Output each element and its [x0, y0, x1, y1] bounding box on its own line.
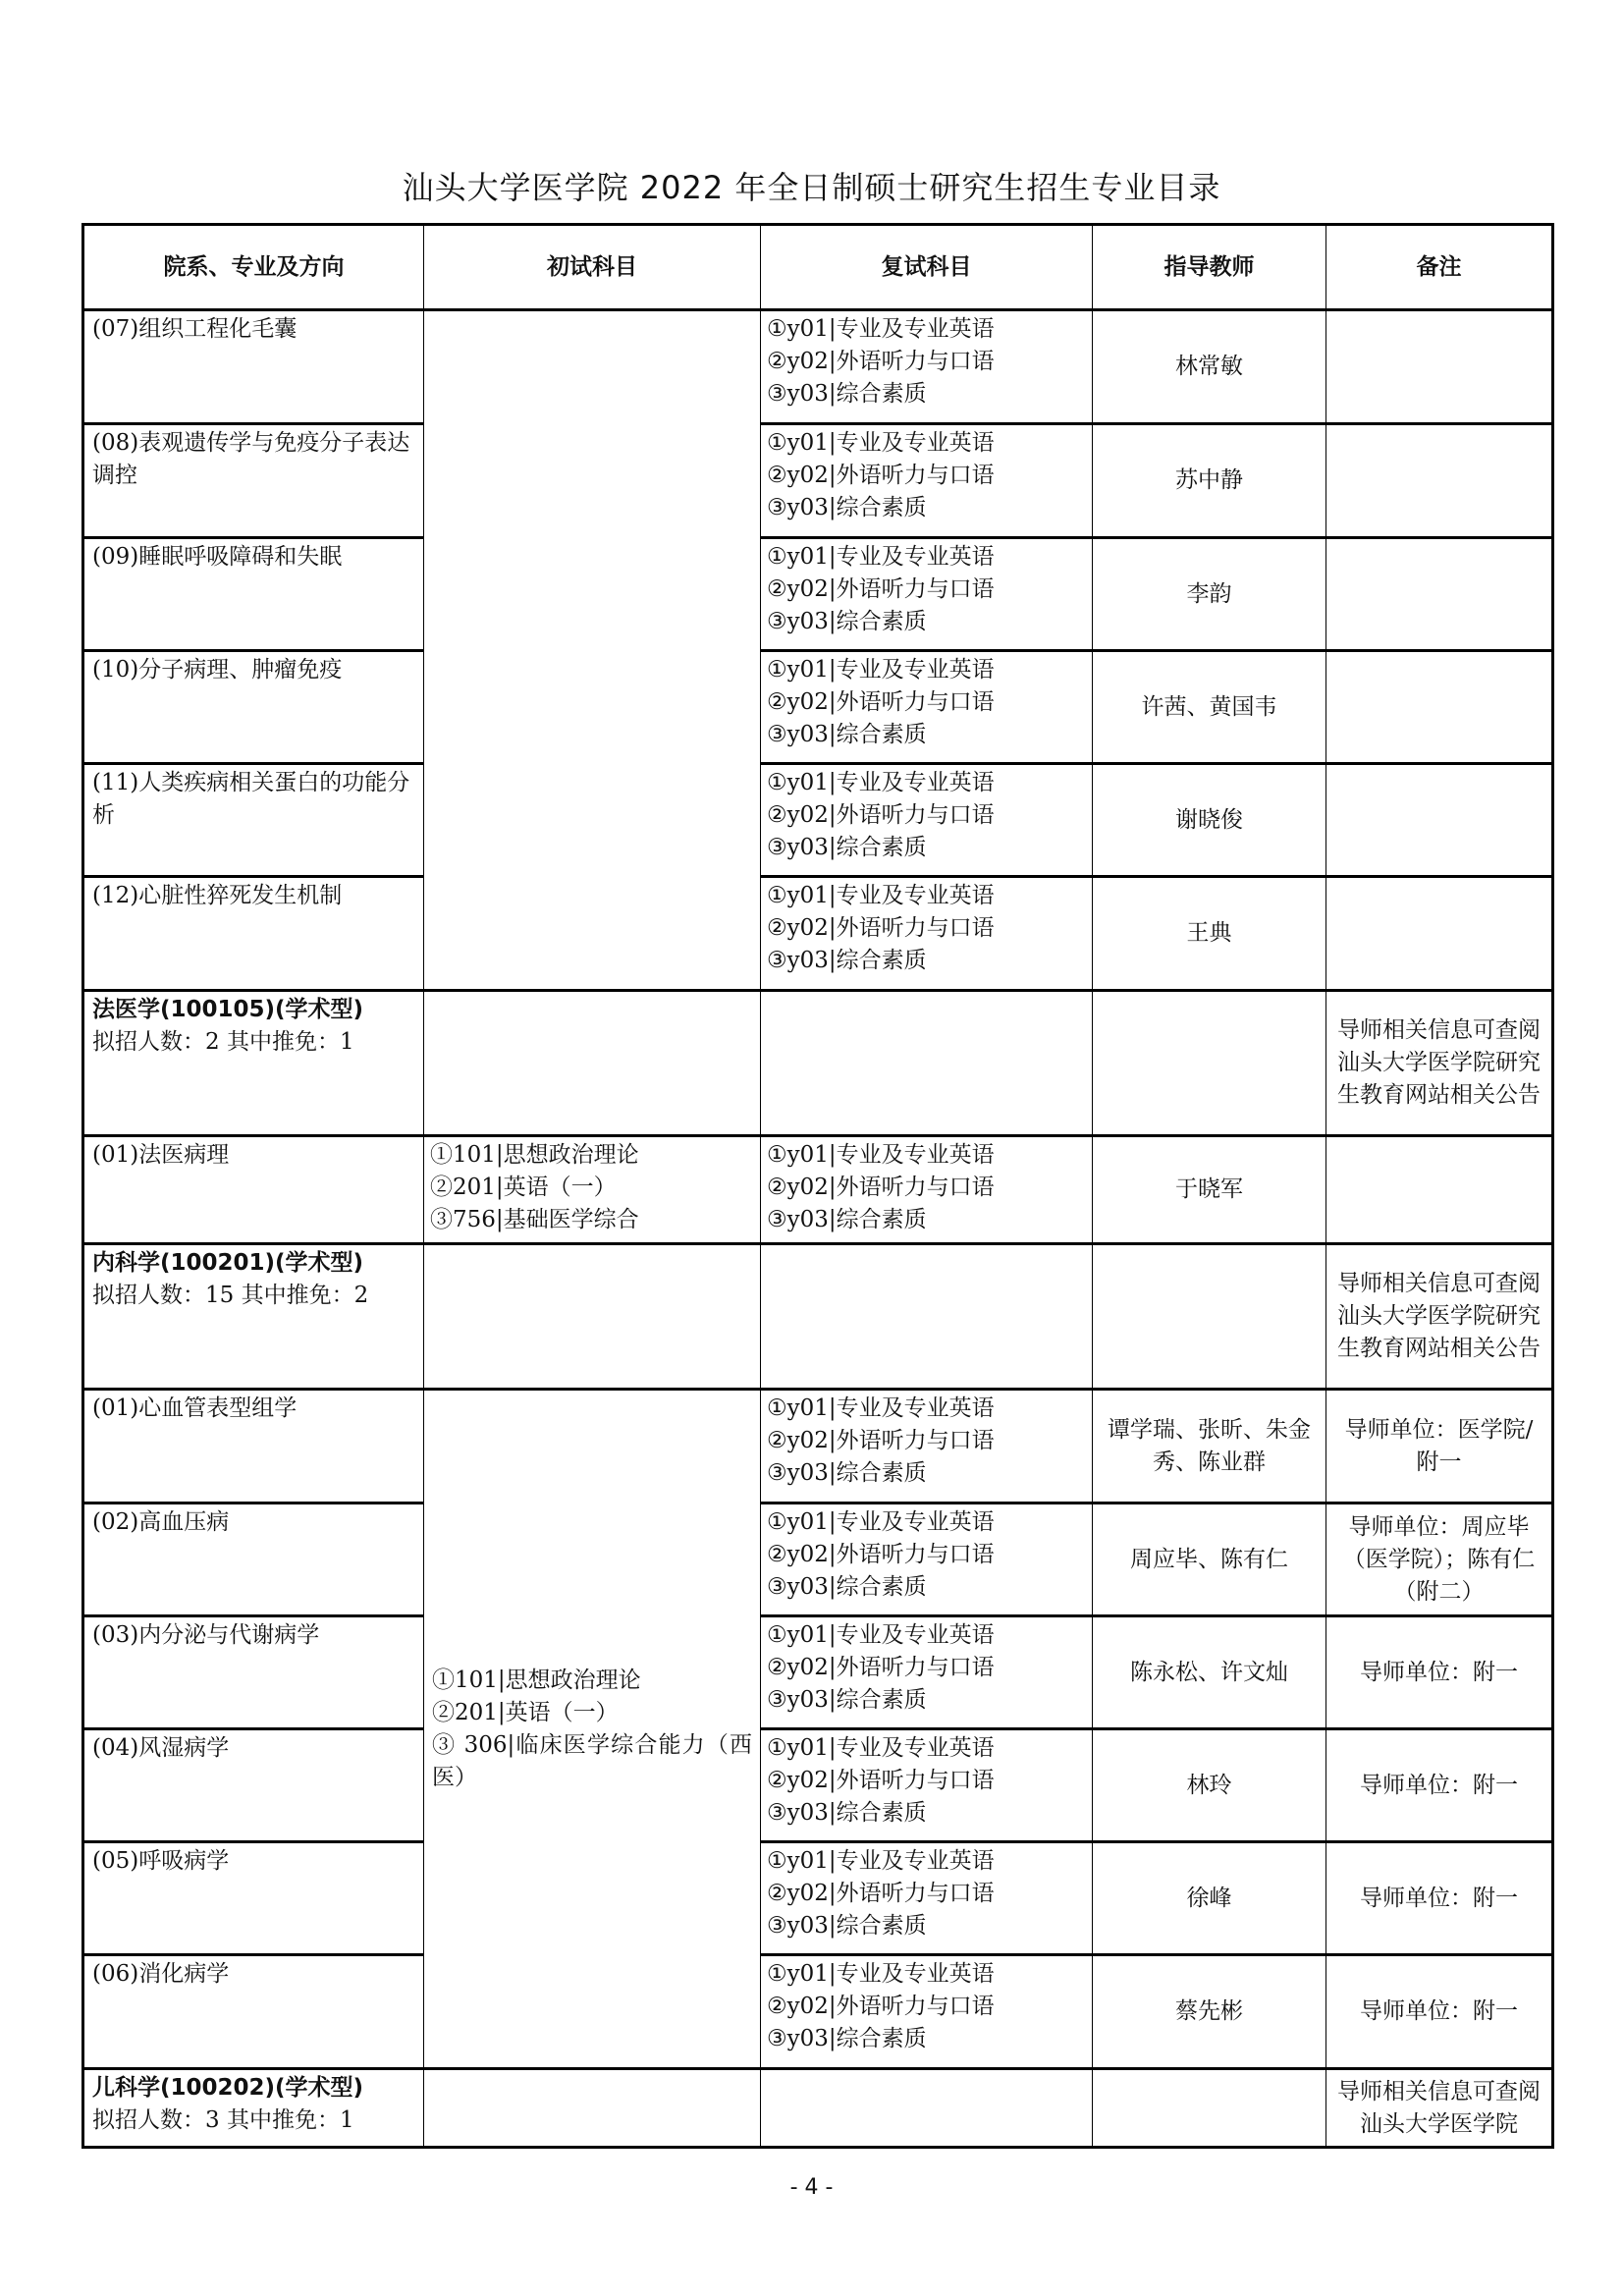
advisor-cell: 林常敏	[1093, 310, 1326, 424]
table-header-row	[83, 225, 1553, 310]
direction-name: (02)高血压病	[83, 1503, 424, 1616]
header-notes: 备注	[1326, 225, 1553, 310]
initial-exam-cell: ①101|思想政治理论 ②201|英语（一） ③ 306|临床医学综合能力（西医）	[424, 1390, 761, 2069]
notes-cell: 导师相关信息可查阅汕头大学医学院	[1326, 2069, 1553, 2148]
retest-cell: ①y01|专业及专业英语 ②y02|外语听力与口语 ③y03|综合素质	[761, 1390, 1093, 1503]
initial-exam-cell: ①101|思想政治理论 ②201|英语（一） ③756|基础医学综合	[424, 1136, 761, 1244]
advisor-cell: 许茜、黄国韦	[1093, 651, 1326, 764]
header-advisor: 指导教师	[1093, 225, 1326, 310]
notes-cell: 导师相关信息可查阅汕头大学医学院研究生教育网站相关公告	[1326, 1244, 1553, 1390]
advisor-cell: 李韵	[1093, 538, 1326, 651]
page-number: - 4 -	[789, 2175, 834, 2200]
catalog-table	[81, 223, 1554, 2149]
retest-cell: ①y01|专业及专业英语 ②y02|外语听力与口语 ③y03|综合素质	[761, 538, 1093, 651]
retest-cell: ①y01|专业及专业英语 ②y02|外语听力与口语 ③y03|综合素质	[761, 1616, 1093, 1729]
direction-name: (10)分子病理、肿瘤免疫	[83, 651, 424, 764]
direction-name: (01)法医病理	[83, 1136, 424, 1244]
notes-cell	[1326, 310, 1553, 424]
page-title: 汕头大学医学院 2022 年全日制硕士研究生招生专业目录	[402, 169, 1221, 206]
enrollment-quota: 拟招人数：15 其中推免：2	[92, 1283, 369, 1308]
table-row	[83, 1136, 1553, 1244]
advisor-cell: 蔡先彬	[1093, 1955, 1326, 2069]
initial-exam-cell	[424, 991, 761, 1136]
retest-cell	[761, 2069, 1093, 2148]
advisor-cell	[1093, 1244, 1326, 1390]
notes-cell	[1326, 538, 1553, 651]
initial-exam-cell	[424, 310, 761, 991]
table-row	[83, 1503, 1553, 1616]
direction-name: (03)内分泌与代谢病学	[83, 1616, 424, 1729]
advisor-cell: 徐峰	[1093, 1842, 1326, 1955]
notes-cell: 导师相关信息可查阅汕头大学医学院研究生教育网站相关公告	[1326, 991, 1553, 1136]
major-cell	[83, 2069, 424, 2148]
advisor-cell: 苏中静	[1093, 424, 1326, 538]
header-retest: 复试科目	[761, 225, 1093, 310]
retest-cell: ①y01|专业及专业英语 ②y02|外语听力与口语 ③y03|综合素质	[761, 651, 1093, 764]
table-row	[83, 1842, 1553, 1955]
major-cell	[83, 991, 424, 1136]
table-row	[83, 1955, 1553, 2069]
retest-cell: ①y01|专业及专业英语 ②y02|外语听力与口语 ③y03|综合素质	[761, 424, 1093, 538]
advisor-cell	[1093, 991, 1326, 1136]
major-name: 内科学(100201)(学术型)	[92, 1250, 364, 1276]
direction-name: (09)睡眠呼吸障碍和失眠	[83, 538, 424, 651]
retest-cell: ①y01|专业及专业英语 ②y02|外语听力与口语 ③y03|综合素质	[761, 1955, 1093, 2069]
header-department: 院系、专业及方向	[83, 225, 424, 310]
initial-exam-cell	[424, 1244, 761, 1390]
notes-cell	[1326, 424, 1553, 538]
direction-name: (04)风湿病学	[83, 1729, 424, 1842]
direction-name: (08)表观遗传学与免疫分子表达调控	[83, 424, 424, 538]
major-row	[83, 1244, 1553, 1390]
advisor-cell: 谭学瑞、张昕、朱金秀、陈业群	[1093, 1390, 1326, 1503]
major-name: 儿科学(100202)(学术型)	[92, 2075, 364, 2101]
initial-exam-cell	[424, 2069, 761, 2148]
notes-cell: 导师单位：附一	[1326, 1616, 1553, 1729]
table-row	[83, 310, 1553, 424]
table-row	[83, 1616, 1553, 1729]
retest-cell: ①y01|专业及专业英语 ②y02|外语听力与口语 ③y03|综合素质	[761, 764, 1093, 877]
advisor-cell: 谢晓俊	[1093, 764, 1326, 877]
notes-cell: 导师单位：附一	[1326, 1729, 1553, 1842]
table-row	[83, 651, 1553, 764]
retest-cell: ①y01|专业及专业英语 ②y02|外语听力与口语 ③y03|综合素质	[761, 1136, 1093, 1244]
advisor-cell: 王典	[1093, 877, 1326, 991]
retest-cell: ①y01|专业及专业英语 ②y02|外语听力与口语 ③y03|综合素质	[761, 1729, 1093, 1842]
direction-name: (05)呼吸病学	[83, 1842, 424, 1955]
header-initial-exam: 初试科目	[424, 225, 761, 310]
retest-cell: ①y01|专业及专业英语 ②y02|外语听力与口语 ③y03|综合素质	[761, 1842, 1093, 1955]
table-row	[83, 538, 1553, 651]
advisor-cell: 陈永松、许文灿	[1093, 1616, 1326, 1729]
table-row	[83, 1390, 1553, 1503]
notes-cell	[1326, 651, 1553, 764]
direction-name: (12)心脏性猝死发生机制	[83, 877, 424, 991]
retest-cell: ①y01|专业及专业英语 ②y02|外语听力与口语 ③y03|综合素质	[761, 1503, 1093, 1616]
notes-cell: 导师单位：附一	[1326, 1955, 1553, 2069]
direction-name: (11)人类疾病相关蛋白的功能分析	[83, 764, 424, 877]
retest-cell: ①y01|专业及专业英语 ②y02|外语听力与口语 ③y03|综合素质	[761, 310, 1093, 424]
advisor-cell: 林玲	[1093, 1729, 1326, 1842]
table-row	[83, 424, 1553, 538]
advisor-cell	[1093, 2069, 1326, 2148]
major-name: 法医学(100105)(学术型)	[92, 997, 364, 1022]
direction-name: (07)组织工程化毛囊	[83, 310, 424, 424]
table-row	[83, 877, 1553, 991]
table-row	[83, 1729, 1553, 1842]
enrollment-quota: 拟招人数：3 其中推免：1	[92, 2107, 354, 2133]
notes-cell: 导师单位：周应毕（医学院）；陈有仁（附二）	[1326, 1503, 1553, 1616]
major-row	[83, 2069, 1553, 2148]
notes-cell	[1326, 877, 1553, 991]
retest-cell	[761, 991, 1093, 1136]
notes-cell: 导师单位：附一	[1326, 1842, 1553, 1955]
advisor-cell: 周应毕、陈有仁	[1093, 1503, 1326, 1616]
retest-cell	[761, 1244, 1093, 1390]
notes-cell: 导师单位：医学院/附一	[1326, 1390, 1553, 1503]
direction-name: (01)心血管表型组学	[83, 1390, 424, 1503]
advisor-cell: 于晓军	[1093, 1136, 1326, 1244]
table-row	[83, 764, 1553, 877]
notes-cell	[1326, 1136, 1553, 1244]
major-row	[83, 991, 1553, 1136]
notes-cell	[1326, 764, 1553, 877]
enrollment-quota: 拟招人数：2 其中推免：1	[92, 1029, 354, 1055]
retest-cell: ①y01|专业及专业英语 ②y02|外语听力与口语 ③y03|综合素质	[761, 877, 1093, 991]
major-cell	[83, 1244, 424, 1390]
direction-name: (06)消化病学	[83, 1955, 424, 2069]
